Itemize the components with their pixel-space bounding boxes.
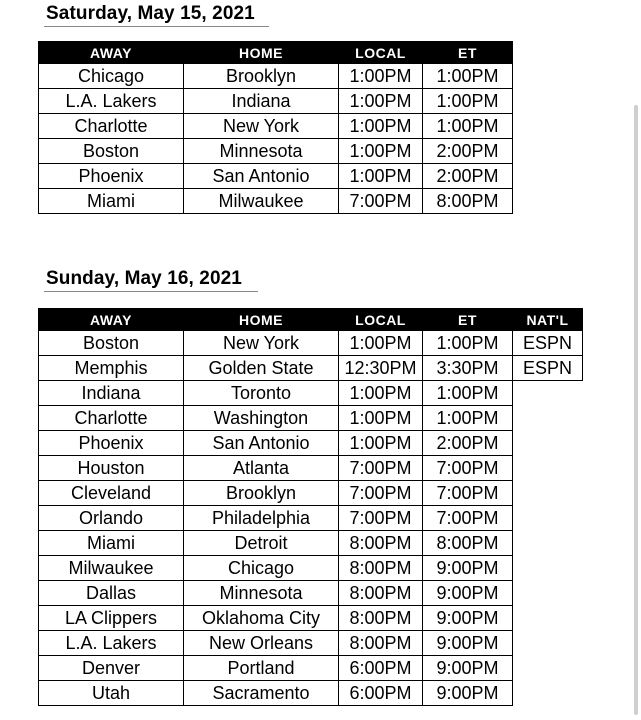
home-team-cell: Brooklyn <box>184 481 339 506</box>
et-time-cell: 3:30PM <box>423 356 513 381</box>
column-header-local: LOCAL <box>339 309 423 331</box>
column-header-away: AWAY <box>39 309 184 331</box>
away-team-cell: Miami <box>39 531 184 556</box>
national-tv-cell: ESPN <box>513 331 583 356</box>
table-row <box>39 114 513 139</box>
table-row <box>39 681 583 706</box>
local-time-cell: 7:00PM <box>339 189 423 214</box>
national-tv-cell <box>513 656 583 681</box>
et-time-cell: 1:00PM <box>423 331 513 356</box>
local-time-cell: 6:00PM <box>339 656 423 681</box>
column-header-et: ET <box>423 309 513 331</box>
et-time-cell: 9:00PM <box>423 606 513 631</box>
home-team-cell: New Orleans <box>184 631 339 656</box>
away-team-cell: Charlotte <box>39 114 184 139</box>
et-time-cell: 2:00PM <box>423 431 513 456</box>
table-row <box>39 164 513 189</box>
home-team-cell: Washington <box>184 406 339 431</box>
saturday-date-heading: Saturday, May 15, 2021 <box>46 3 255 24</box>
table-header-row <box>39 309 583 331</box>
local-time-cell: 1:00PM <box>339 331 423 356</box>
national-tv-cell <box>513 681 583 706</box>
table-row <box>39 331 583 356</box>
local-time-cell: 1:00PM <box>339 139 423 164</box>
local-time-cell: 6:00PM <box>339 681 423 706</box>
home-team-cell: Chicago <box>184 556 339 581</box>
et-time-cell: 2:00PM <box>423 139 513 164</box>
home-team-cell: Atlanta <box>184 456 339 481</box>
et-time-cell: 1:00PM <box>423 406 513 431</box>
table-row <box>39 481 583 506</box>
et-time-cell: 7:00PM <box>423 506 513 531</box>
away-team-cell: L.A. Lakers <box>39 631 184 656</box>
table-row <box>39 506 583 531</box>
et-time-cell: 9:00PM <box>423 631 513 656</box>
column-header-local: LOCAL <box>339 42 423 64</box>
et-time-cell: 7:00PM <box>423 456 513 481</box>
home-team-cell: Oklahoma City <box>184 606 339 631</box>
away-team-cell: Phoenix <box>39 431 184 456</box>
local-time-cell: 1:00PM <box>339 164 423 189</box>
table-row <box>39 356 583 381</box>
table-row <box>39 139 513 164</box>
et-time-cell: 1:00PM <box>423 89 513 114</box>
local-time-cell: 1:00PM <box>339 406 423 431</box>
home-team-cell: Detroit <box>184 531 339 556</box>
local-time-cell: 1:00PM <box>339 381 423 406</box>
away-team-cell: Indiana <box>39 381 184 406</box>
national-tv-cell: ESPN <box>513 356 583 381</box>
away-team-cell: L.A. Lakers <box>39 89 184 114</box>
local-time-cell: 8:00PM <box>339 606 423 631</box>
away-team-cell: Dallas <box>39 581 184 606</box>
local-time-cell: 7:00PM <box>339 481 423 506</box>
national-tv-cell <box>513 556 583 581</box>
national-tv-cell <box>513 406 583 431</box>
column-header-home: HOME <box>184 42 339 64</box>
home-team-cell: San Antonio <box>184 164 339 189</box>
national-tv-cell <box>513 381 583 406</box>
away-team-cell: Charlotte <box>39 406 184 431</box>
column-header-et: ET <box>423 42 513 64</box>
table-row <box>39 431 583 456</box>
column-header-national-tv: NAT'L <box>513 309 583 331</box>
table-row <box>39 556 583 581</box>
home-team-cell: Sacramento <box>184 681 339 706</box>
away-team-cell: LA Clippers <box>39 606 184 631</box>
table-row <box>39 656 583 681</box>
national-tv-cell <box>513 456 583 481</box>
et-time-cell: 9:00PM <box>423 656 513 681</box>
away-team-cell: Houston <box>39 456 184 481</box>
away-team-cell: Miami <box>39 189 184 214</box>
local-time-cell: 7:00PM <box>339 506 423 531</box>
table-row <box>39 89 513 114</box>
national-tv-cell <box>513 606 583 631</box>
sunday-schedule-table <box>38 308 583 706</box>
et-time-cell: 7:00PM <box>423 481 513 506</box>
et-time-cell: 1:00PM <box>423 64 513 89</box>
home-team-cell: Brooklyn <box>184 64 339 89</box>
et-time-cell: 8:00PM <box>423 531 513 556</box>
table-row <box>39 381 583 406</box>
away-team-cell: Orlando <box>39 506 184 531</box>
home-team-cell: New York <box>184 114 339 139</box>
home-team-cell: New York <box>184 331 339 356</box>
local-time-cell: 1:00PM <box>339 64 423 89</box>
local-time-cell: 7:00PM <box>339 456 423 481</box>
table-row <box>39 456 583 481</box>
home-team-cell: Portland <box>184 656 339 681</box>
local-time-cell: 1:00PM <box>339 89 423 114</box>
table-row <box>39 189 513 214</box>
home-team-cell: San Antonio <box>184 431 339 456</box>
table-row <box>39 64 513 89</box>
table-row <box>39 581 583 606</box>
sunday-date-heading: Sunday, May 16, 2021 <box>46 268 242 289</box>
national-tv-cell <box>513 431 583 456</box>
et-time-cell: 8:00PM <box>423 189 513 214</box>
national-tv-cell <box>513 531 583 556</box>
home-team-cell: Golden State <box>184 356 339 381</box>
column-header-home: HOME <box>184 309 339 331</box>
home-team-cell: Minnesota <box>184 139 339 164</box>
away-team-cell: Boston <box>39 331 184 356</box>
local-time-cell: 8:00PM <box>339 556 423 581</box>
saturday-schedule-table <box>38 41 513 214</box>
vertical-scrollbar[interactable] <box>634 105 638 715</box>
column-header-away: AWAY <box>39 42 184 64</box>
et-time-cell: 1:00PM <box>423 114 513 139</box>
away-team-cell: Denver <box>39 656 184 681</box>
local-time-cell: 1:00PM <box>339 114 423 139</box>
table-row <box>39 606 583 631</box>
national-tv-cell <box>513 581 583 606</box>
local-time-cell: 8:00PM <box>339 531 423 556</box>
sunday-heading-underline <box>44 291 258 292</box>
away-team-cell: Phoenix <box>39 164 184 189</box>
table-row <box>39 406 583 431</box>
et-time-cell: 9:00PM <box>423 581 513 606</box>
national-tv-cell <box>513 506 583 531</box>
away-team-cell: Cleveland <box>39 481 184 506</box>
et-time-cell: 1:00PM <box>423 381 513 406</box>
local-time-cell: 8:00PM <box>339 581 423 606</box>
away-team-cell: Memphis <box>39 356 184 381</box>
national-tv-cell <box>513 481 583 506</box>
et-time-cell: 9:00PM <box>423 556 513 581</box>
table-row <box>39 631 583 656</box>
local-time-cell: 8:00PM <box>339 631 423 656</box>
local-time-cell: 12:30PM <box>339 356 423 381</box>
away-team-cell: Milwaukee <box>39 556 184 581</box>
home-team-cell: Toronto <box>184 381 339 406</box>
home-team-cell: Minnesota <box>184 581 339 606</box>
national-tv-cell <box>513 631 583 656</box>
home-team-cell: Philadelphia <box>184 506 339 531</box>
table-header-row <box>39 42 513 64</box>
away-team-cell: Boston <box>39 139 184 164</box>
away-team-cell: Utah <box>39 681 184 706</box>
local-time-cell: 1:00PM <box>339 431 423 456</box>
saturday-heading-underline <box>44 26 269 27</box>
home-team-cell: Milwaukee <box>184 189 339 214</box>
et-time-cell: 9:00PM <box>423 681 513 706</box>
et-time-cell: 2:00PM <box>423 164 513 189</box>
table-row <box>39 531 583 556</box>
home-team-cell: Indiana <box>184 89 339 114</box>
away-team-cell: Chicago <box>39 64 184 89</box>
